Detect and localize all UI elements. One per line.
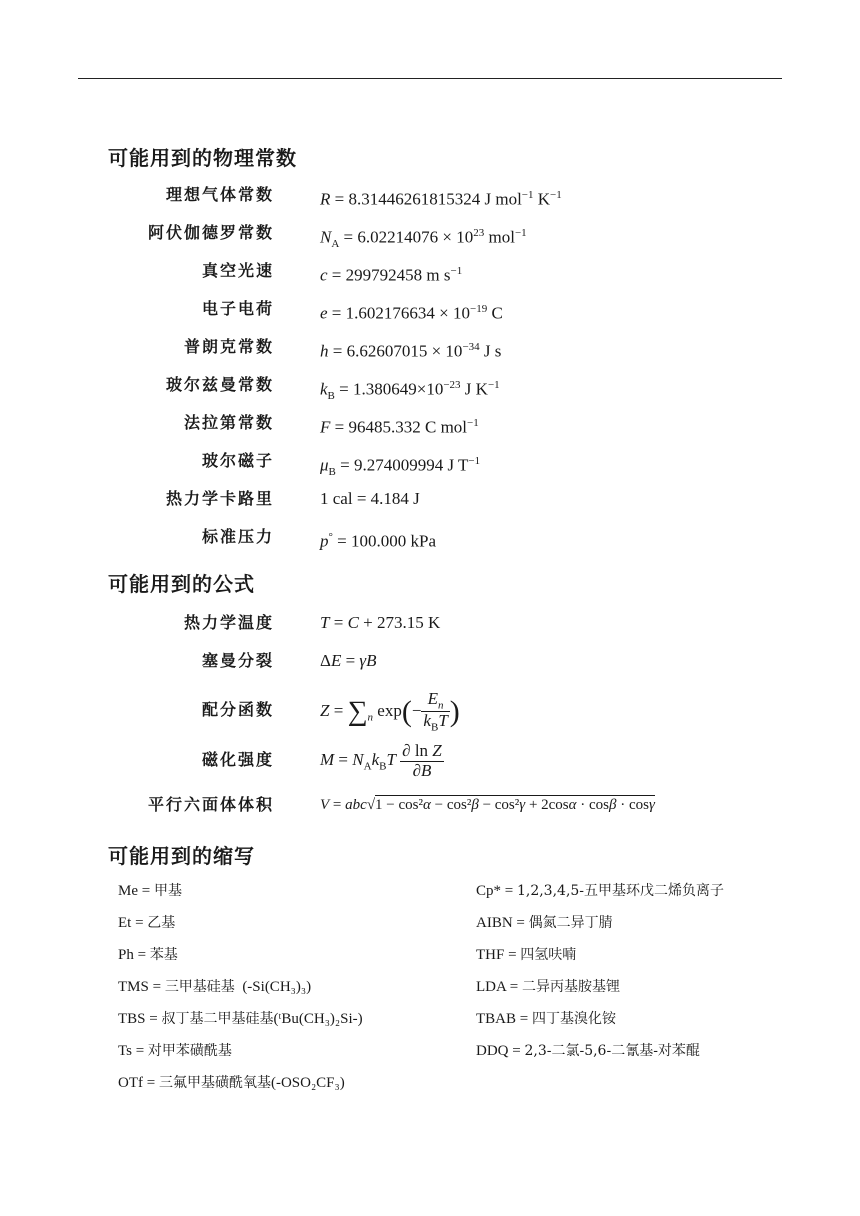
formula-row — [0, 740, 860, 780]
constant-value: $N_A = 6.02214076 \times 10^{23}$ mol$^{-1}$ — [320, 227, 527, 251]
constant-label: 真空光速 — [201, 261, 274, 280]
formula-row — [0, 646, 860, 676]
abbr-item: TBAB = 四丁基溴化铵 — [476, 1011, 616, 1027]
constant-label: 阿伏伽德罗常数 — [147, 223, 274, 242]
constant-label: 理想气体常数 — [165, 185, 274, 204]
constant-row — [0, 522, 860, 552]
formulas-section-title: 可能用到的公式 — [108, 572, 255, 596]
constant-label: 普朗克常数 — [183, 337, 274, 356]
formula-value: V = abc√1 − cos²α − cos²β − cos²γ + 2cosα · cosβ · cosγ — [320, 797, 655, 813]
abbr-item: Cp* = 1,2,3,4,5-五甲基环戊二烯负离子 — [476, 883, 725, 899]
constant-row — [0, 370, 860, 403]
abbr-item: TBS = 叔丁基二甲基硅基(ᵗBu(CH₃)₂Si-) — [118, 1011, 363, 1027]
formula-label: 热力学温度 — [183, 613, 274, 632]
abbr-item: TMS = 三甲基硅基 (-Si(CH₃)₃) — [118, 979, 312, 995]
formula-label: 平行六面体体积 — [147, 795, 274, 814]
constant-row — [0, 180, 860, 210]
constant-label: 玻尔兹曼常数 — [165, 375, 274, 394]
constant-label: 法拉第常数 — [183, 413, 274, 432]
constants-section-title: 可能用到的物理常数 — [108, 146, 297, 170]
constant-row — [0, 408, 860, 438]
abbr-item: Ph = 苯基 — [118, 947, 178, 963]
constant-value: $h = 6.62607015 \times 10^{-34}$ J s — [320, 341, 502, 361]
constant-label: 热力学卡路里 — [165, 489, 274, 508]
constant-row — [0, 294, 860, 324]
constant-value: c = 299792458 m $s^{-1}$ — [320, 265, 463, 285]
constant-row — [0, 332, 860, 362]
formula-row — [0, 608, 860, 638]
abbr-item: THF = 四氢呋喃 — [476, 947, 577, 963]
constant-label: 电子电荷 — [201, 299, 274, 318]
top-rule — [78, 78, 782, 79]
constant-row — [0, 484, 860, 514]
constant-value: $\mu_B = 9.274009994$ J $T^{-1}$ — [320, 455, 481, 479]
constant-row — [0, 446, 860, 479]
abbr-item: Me = 甲基 — [118, 883, 182, 899]
formula-value: $Z = \sum_n$ exp(− $\frac{E_n}{k_BT}$ ) — [320, 689, 460, 734]
constant-value: $e = 1.602176634 \times 10^{-19}$ C — [320, 303, 503, 323]
constant-label: 标准压力 — [201, 527, 274, 546]
abbr-item: AIBN = 偶氮二异丁腈 — [476, 915, 613, 931]
abbr-item: DDQ = 2,3-二氯-5,6-二氰基-对苯醌 — [476, 1043, 700, 1059]
abbr-item: OTf = 三氟甲基磺酰氧基(-OSO₂CF₃) — [118, 1075, 345, 1091]
formula-row — [0, 689, 860, 734]
constant-value: $k_B = 1.380649\times 10^{-23}$ J $K^{-1}$ — [320, 379, 500, 403]
constant-row — [0, 256, 860, 286]
formula-value: ΔE = γB — [320, 651, 377, 670]
abbr-item: LDA = 二异丙基胺基锂 — [476, 979, 620, 995]
constant-value: p° = 100.000 kPa — [320, 531, 436, 551]
formula-value: $M = N_Ak_BT$ $\frac{\text{∂ ln Z}}{\partial B}$ — [320, 740, 442, 780]
abbr-item: Ts = 对甲苯磺酰基 — [118, 1043, 232, 1059]
abbr-item: Et = 乙基 — [118, 915, 176, 931]
abbr-section-title: 可能用到的缩写 — [108, 844, 255, 868]
constant-label: 玻尔磁子 — [201, 451, 274, 470]
formula-label: 磁化强度 — [201, 750, 274, 769]
constant-value: 1 cal = 4.184 J — [320, 489, 420, 508]
formula-label: 配分函数 — [201, 700, 274, 719]
constant-value: F = 96485.332 C mol$^{-1}$ — [320, 417, 479, 437]
formula-value: T = C + 273.15 K — [320, 613, 441, 632]
formula-label: 塞曼分裂 — [201, 651, 274, 670]
formula-row — [0, 790, 860, 820]
constant-value: R = 8.31446261815324 J mol$^{-1}$ $K^{-1}$ — [320, 189, 562, 209]
constant-row — [0, 218, 860, 251]
